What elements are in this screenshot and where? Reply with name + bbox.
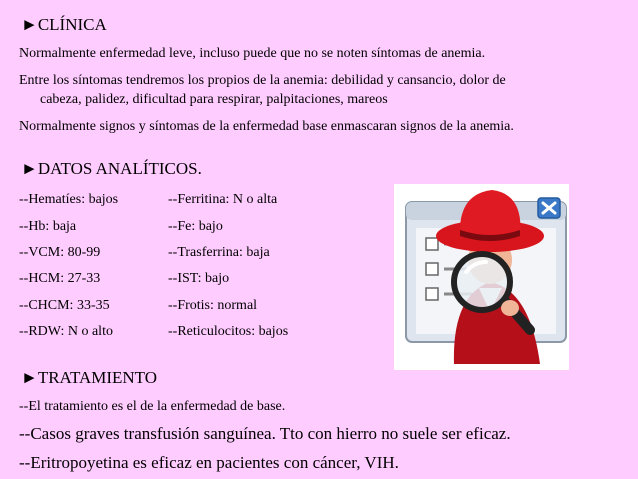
datos-left-item-4: --CHCM: 33-35 bbox=[19, 298, 110, 313]
datos-right-item-3: --IST: bajo bbox=[168, 271, 230, 286]
clinica-paragraph-2-line-1: Entre los síntomas tendremos los propios de la anemia: debilidad y cansancio, dolor de bbox=[19, 73, 506, 88]
datos-right-item-4: --Frotis: normal bbox=[168, 298, 258, 313]
datos-right-item-5: --Reticulocitos: bajos bbox=[168, 324, 289, 339]
datos-heading: ►DATOS ANALÍTICOS. bbox=[21, 159, 202, 178]
datos-right-item-2: --Trasferrina: baja bbox=[168, 245, 270, 260]
datos-left-item-0: --Hematíes: bajos bbox=[19, 192, 119, 207]
tratamiento-heading: ►TRATAMIENTO bbox=[21, 368, 158, 387]
datos-left-item-3: --HCM: 27-33 bbox=[19, 271, 101, 286]
clinica-paragraph-1: Normalmente enfermedad leve, incluso puede que no se noten síntomas de anemia. bbox=[19, 46, 486, 61]
datos-right-item-0: --Ferritina: N o alta bbox=[168, 192, 278, 207]
tratamiento-line-3: --Eritropoyetina es eficaz en pacientes con cáncer, VIH. bbox=[19, 453, 399, 472]
clinica-paragraph-3: Normalmente signos y síntomas de la enfermedad base enmascaran signos de la anemia. bbox=[19, 119, 514, 134]
clinica-paragraph-2-line-2: cabeza, palidez, dificultad para respirar, palpitaciones, mareos bbox=[40, 92, 388, 107]
datos-left-item-1: --Hb: baja bbox=[19, 219, 77, 234]
clinica-heading: ►CLÍNICA bbox=[21, 15, 107, 34]
tratamiento-line-1: --El tratamiento es el de la enfermedad de base. bbox=[19, 399, 286, 414]
datos-right-item-1: --Fe: bajo bbox=[168, 219, 223, 234]
datos-left-item-2: --VCM: 80-99 bbox=[19, 245, 101, 260]
datos-left-item-5: --RDW: N o alto bbox=[19, 324, 113, 339]
tratamiento-line-2: --Casos graves transfusión sanguínea. Tto con hierro no suele ser eficaz. bbox=[19, 424, 511, 443]
detective-magnifier-icon bbox=[394, 184, 569, 370]
